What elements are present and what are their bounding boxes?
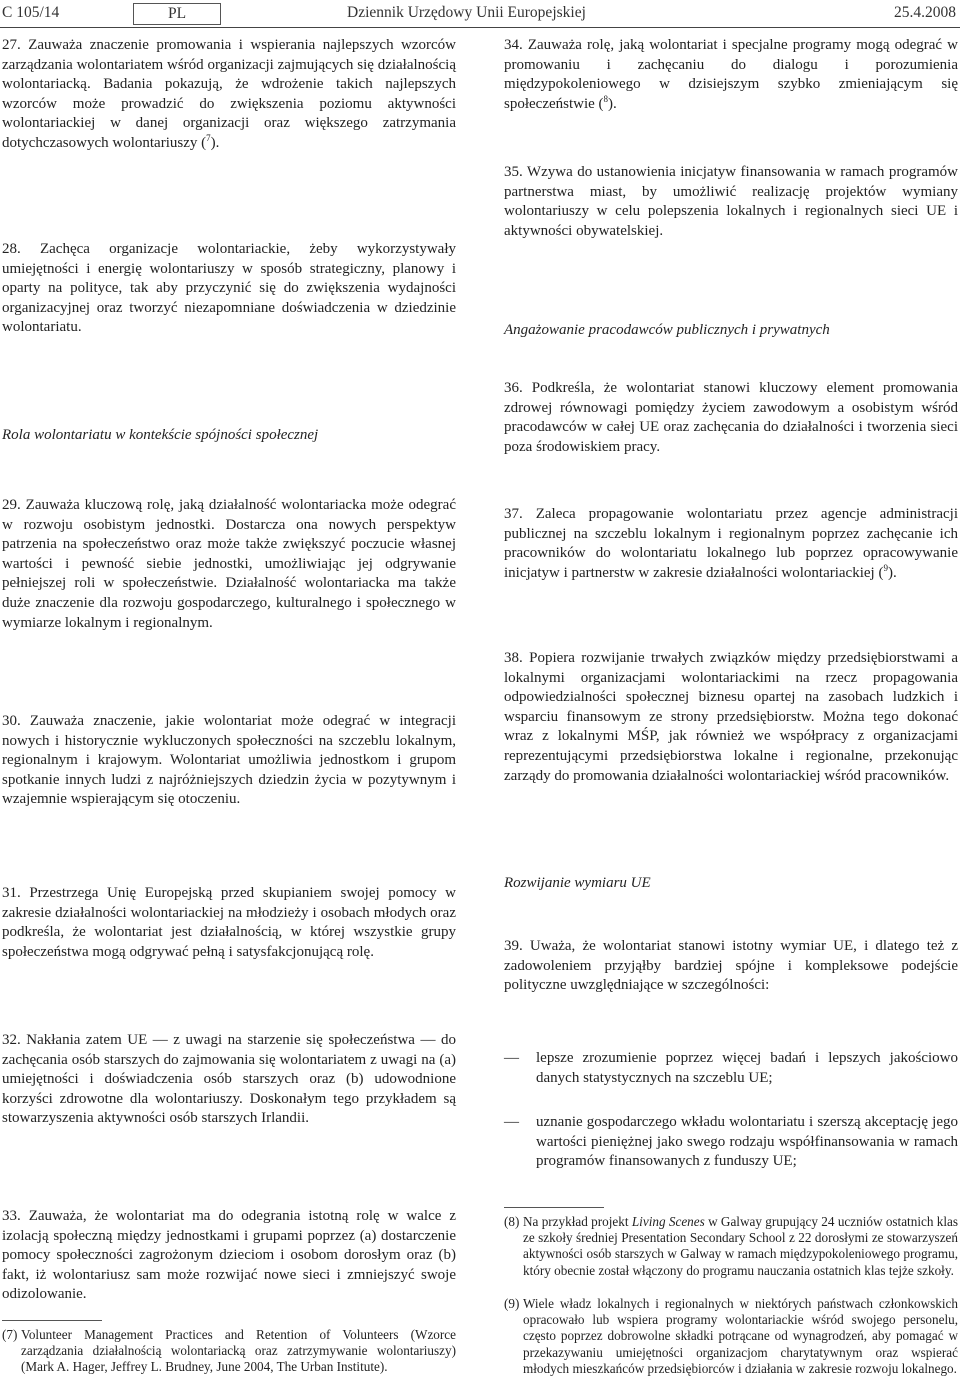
footnote-ref-8[interactable]: 8 bbox=[603, 93, 609, 104]
list-item-39-1: — lepsze zrozumienie poprzez więcej badań i lepszych jakościowo danych statystycznych na szczeblu UE; bbox=[504, 1050, 958, 1086]
journal-title: Dziennik Urzędowy Unii Europejskiej bbox=[347, 4, 586, 21]
dash-bullet: — bbox=[504, 1050, 519, 1066]
header-rule bbox=[0, 27, 960, 28]
page-number: C 105/14 bbox=[2, 4, 60, 21]
paragraph-27: 27. Zauważa znaczenie promowania i wspierania najlepszych wzorców zarządzania wolontariatem wśród organizacji zajmujących się działalnością wolontariacką. Badania pokazują, że wdrożenie takich najlepszych wzorców może prowadzić do zwiększenia poziomu aktywności wolontariackiej w danej organizacji oraz większego zatrzymania dotychczasowych wolontariuszy ($^7$). bbox=[2, 37, 456, 151]
paragraph-28: 28. Zachęca organizacje wolontariackie, żeby wykorzystywały umiejętności i energię wolontariuszy w sposób strategiczny, planowy i oparty na polityce, tak aby przyczynić się do zwiększenia wydajności organizacyjnej oraz tworzyć niezapomniane doświadczenia w dziedzinie wolontariatu. bbox=[2, 241, 456, 336]
list-item-39-2: — uznanie gospodarczego wkładu wolontariatu i szerszą akceptację jego wartości pieniężnej jako swego rodzaju współfinansowania w ramach programów finansowanych z funduszy UE; bbox=[504, 1114, 958, 1170]
page-header bbox=[0, 0, 960, 34]
project-name: Living Scenes bbox=[631, 1214, 705, 1229]
paragraph-34: 34. Zauważa rolę, jaką wolontariat i specjalne programy mogą odegrać w promowaniu i zachęcaniu do dialogu i porozumienia międzypokoleniowego w dzisiejszym szybko zmieniającym się społeczeństwie ($^8$). bbox=[504, 37, 958, 112]
paragraph-35: 35. Wzywa do ustanowienia inicjatyw finansowania w ramach programów partnerstwa miast, by umożliwić realizację projektów wymiany wolontariuszy w celu polepszenia lokalnych i regionalnych sieci UE i aktywności obywatelskiej. bbox=[504, 164, 958, 239]
footnote-ref-9[interactable]: 9 bbox=[883, 562, 888, 573]
paragraph-30: 30. Zauważa znaczenie, jakie wolontariat może odegrać w integracji nowych i historycznie wykluczonych społeczności na szczeblu lokalnym, regionalnym i krajowym. Wolontariat umożliwia jednostkom i grupom spotkanie innych ludzi z najróżniejszych dziedzin życia w pozytywnym i wzajemnie wspierającym się otoczeniu. bbox=[2, 713, 456, 808]
footnote-9: (9) Wiele władz lokalnych i regionalnych w niektórych państwach członkowskich opracowało lub wspiera programy wolontariackie wśród swojego personelu, często poprzez dobrowolne składki potrącane od wynagrodzeń, aby pomagać w przekazywaniu umiejętności organizacjom charytatywnym oraz wspierać młodych mieszkańców przedsiębiorców i działania w zakresie rozwoju lokalnego. bbox=[504, 1296, 958, 1376]
paragraph-36: 36. Podkreśla, że wolontariat stanowi kluczowy element promowania zdrowej równowagi pomiędzy życiem zawodowym a osobistym wśród pracodawców w całej UE oraz zachęcania do działalności i tworzenia sieci poza środowiskiem pracy. bbox=[504, 380, 958, 455]
paragraph-39: 39. Uważa, że wolontariat stanowi istotny wymiar UE, i dlatego też z zadowoleniem przyjąłby bardziej spójne i kompleksowe podejście polityczne uwzględniające w szczególności: bbox=[504, 938, 958, 994]
footnote-8: (8) Na przykład projekt Living Scenes w Galway grupujący 24 uczniów ostatnich klas ze szkoły średniej Presentation Secondary School z 22 dorosłymi ze stowarzyszeń aktywności osób starszych w Galway w ramach międzypokoleniowego programu, który obecnie został włączony do programu nauczania ostatnich klas tejże szkoły. bbox=[504, 1214, 958, 1278]
paragraph-38: 38. Popiera rozwijanie trwałych związków między przedsiębiorstwami a lokalnymi organizacjami wolontariackimi na rzecz propagowania odpowiedzialności społecznej biznesu opartej na zasobach ludzkich i wsparciu finansowym ze strony przedsiębiorstw. Można tego dokonać wraz z lokalnymi MŚP, jak również we współpracy z organizacjami reprezentującymi przedsiębiorstwa lokalne i regionalne, przekonując zarządy do promowania działalności wolontariackiej wśród pracowników. bbox=[504, 650, 958, 784]
footnote-7: (7) Volunteer Management Practices and Retention of Volunteers (Wzorce zarządzania działalnością wolontariacką oraz zatrzymywanie wolontariuszy) (Mark A. Hager, Jeffrey L. Brudney, June 2004, The Urban Institute). bbox=[2, 1327, 456, 1375]
section-heading-eu-dimension: Rozwijanie wymiaru UE bbox=[504, 875, 651, 891]
language-code-box: PL bbox=[133, 3, 221, 25]
footnote-ref-7[interactable]: 7 bbox=[206, 132, 211, 143]
paragraph-29: 29. Zauważa kluczową rolę, jaką działalność wolontariacka może odegrać w rozwoju osobistym jednostki. Dostarcza ona nowych perspektyw patrzenia na społeczeństwo oraz może także zwiększyć poczucie własnej wartości i pewność siebie jednostki, umożliwiając jej odgrywanie pełniejszej roli w społeczeństwie. Działalność wolontariacka ma także duże znaczenie dla rozwoju gospodarczego, kulturalnego i społecznego w wymiarze lokalnym i regionalnym. bbox=[2, 497, 456, 631]
publication-date: 25.4.2008 bbox=[894, 4, 956, 21]
paragraph-32: 32. Nakłania zatem UE — z uwagi na starzenie się społeczeństwa — do zachęcania osób starszych do zajmowania się wolontariatem z uwagi na (a) umiejętności i doświadczenia osób starszych oraz (b) udowodnione korzyści zdrowotne dla wolontariuszy. Doskonałym tego przykładem są stowarzyszenia aktywności osób starszych Irlandii. bbox=[2, 1032, 456, 1127]
footnote-rule-right bbox=[504, 1207, 604, 1208]
paragraph-31: 31. Przestrzega Unię Europejską przed skupianiem swojej pomocy w zakresie działalności wolontariackiej na młodzieży i osobach młodych oraz podkreśla, że wolontariat jest działalnością, w której wszystkie grupy społeczeństwa mogą odgrywać pełną i satysfakcjonującą rolę. bbox=[2, 885, 456, 960]
footnote-rule-left bbox=[2, 1320, 102, 1321]
paragraph-33: 33. Zauważa, że wolontariat ma do odegrania istotną rolę w walce z izolacją społeczną między jednostkami i grupami poprzez (a) dostarczenie pomocy społeczności zagrożonym dzieciom i osobom dorosłym oraz (b) fakt, iż wolontariusz sam może rozwijać nowe sieci i zmniejszyć swoje odizolowanie. bbox=[2, 1208, 456, 1303]
paragraph-37: 37. Zaleca propagowanie wolontariatu przez agencje administracji publicznej na szczeblu lokalnym i regionalnym poprzez zachęcanie ich pracowników do wolontariatu lokalnego lub poprzez opracowywanie inicjatyw i partnerstw w zakresie działalności wolontariackiej ($^9$). bbox=[504, 506, 958, 581]
dash-bullet: — bbox=[504, 1114, 519, 1130]
section-heading-employers: Angażowanie pracodawców publicznych i prywatnych bbox=[504, 322, 830, 338]
section-heading-cohesion: Rola wolontariatu w kontekście spójności społecznej bbox=[2, 427, 319, 443]
